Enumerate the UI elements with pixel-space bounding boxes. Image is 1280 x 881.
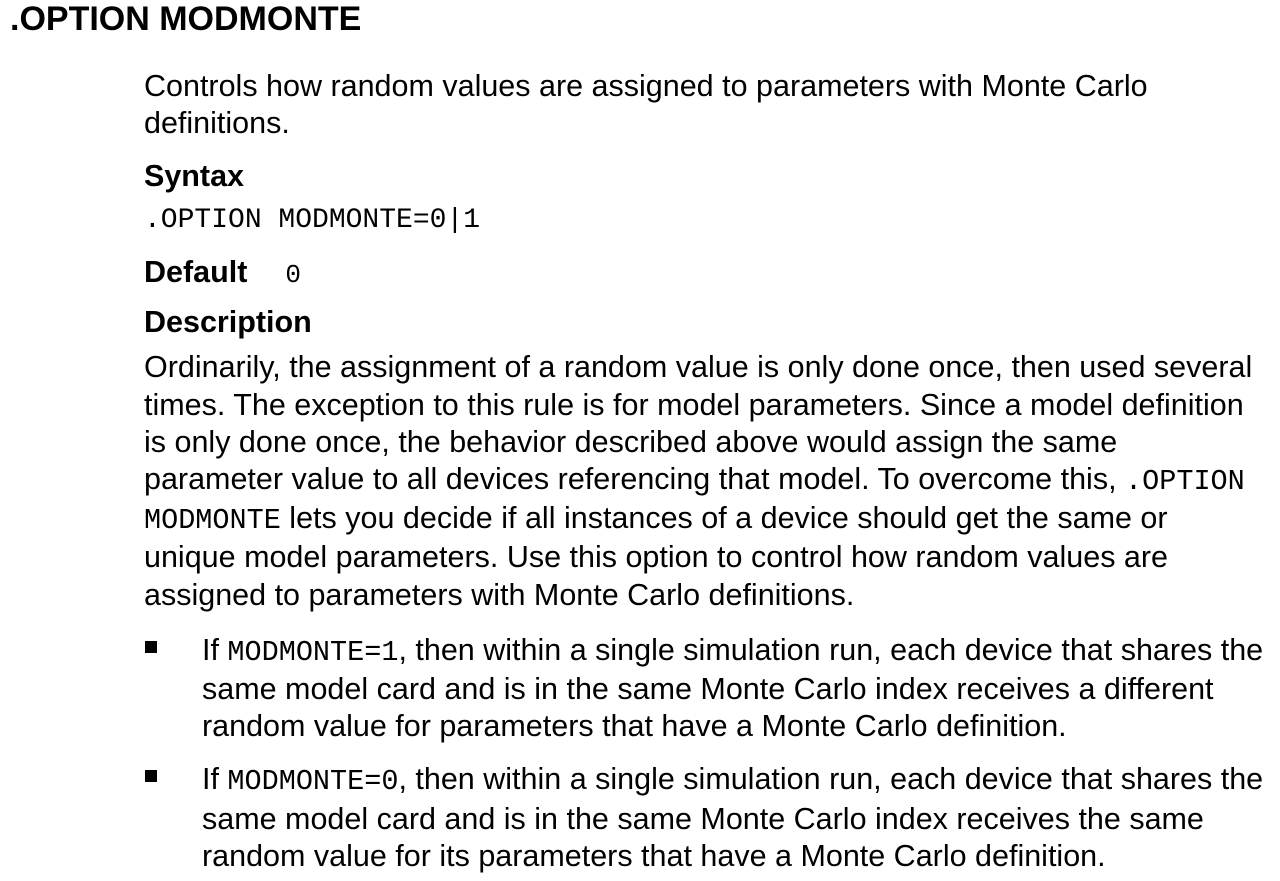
bullet-inline-code: MODMONTE=0 xyxy=(227,765,399,799)
list-item xyxy=(144,761,1264,875)
description-paragraph xyxy=(144,349,1264,613)
page-title: .OPTION MODMONTE xyxy=(10,0,362,38)
list-item xyxy=(144,632,1264,746)
bullet-inline-code: MODMONTE=1 xyxy=(227,635,399,669)
default-label: Default xyxy=(144,255,248,290)
intro-paragraph: Controls how random values are assigned to parameters with Monte Carlo definitions. xyxy=(144,69,1148,141)
square-bullet-icon xyxy=(145,770,157,782)
syntax-heading: Syntax xyxy=(144,159,245,194)
bullet-prefix: If xyxy=(202,762,228,797)
bullet-text: , then within a single simulation run, each device that shares the same model card and is in the same Monte Carlo index receives the same random value for its parameters that have a Monte Carlo definition. xyxy=(202,762,1264,873)
default-row xyxy=(144,254,1264,290)
description-text-part1: Ordinarily, the assignment of a random value is only done once, then used several times. The exception to this rule is for model parameters. Since a model definition is only done once, the behavior described above would assign the same parameter value to all devices referencing that model. To overcome this, xyxy=(144,350,1253,497)
bullet-list xyxy=(144,632,1264,875)
syntax-code: .OPTION MODMONTE=0|1 xyxy=(144,205,481,237)
description-heading: Description xyxy=(144,305,312,340)
bullet-text: , then within a single simulation run, each device that shares the same model card and is in the same Monte Carlo index receives a different random value for parameters that have a Monte Carlo definition. xyxy=(202,632,1264,744)
bullet-prefix: If xyxy=(202,632,228,667)
square-bullet-icon xyxy=(145,641,157,653)
description-text-part2: lets you decide if all instances of a device should get the same or unique model parameters. Use this option to control how random values are assigned to parameters with Monte Carlo definitions. xyxy=(144,501,1168,612)
default-value: 0 xyxy=(285,260,301,291)
document-body xyxy=(144,68,1264,875)
description-inline-code: .OPTION MODMONTE xyxy=(144,465,1245,538)
